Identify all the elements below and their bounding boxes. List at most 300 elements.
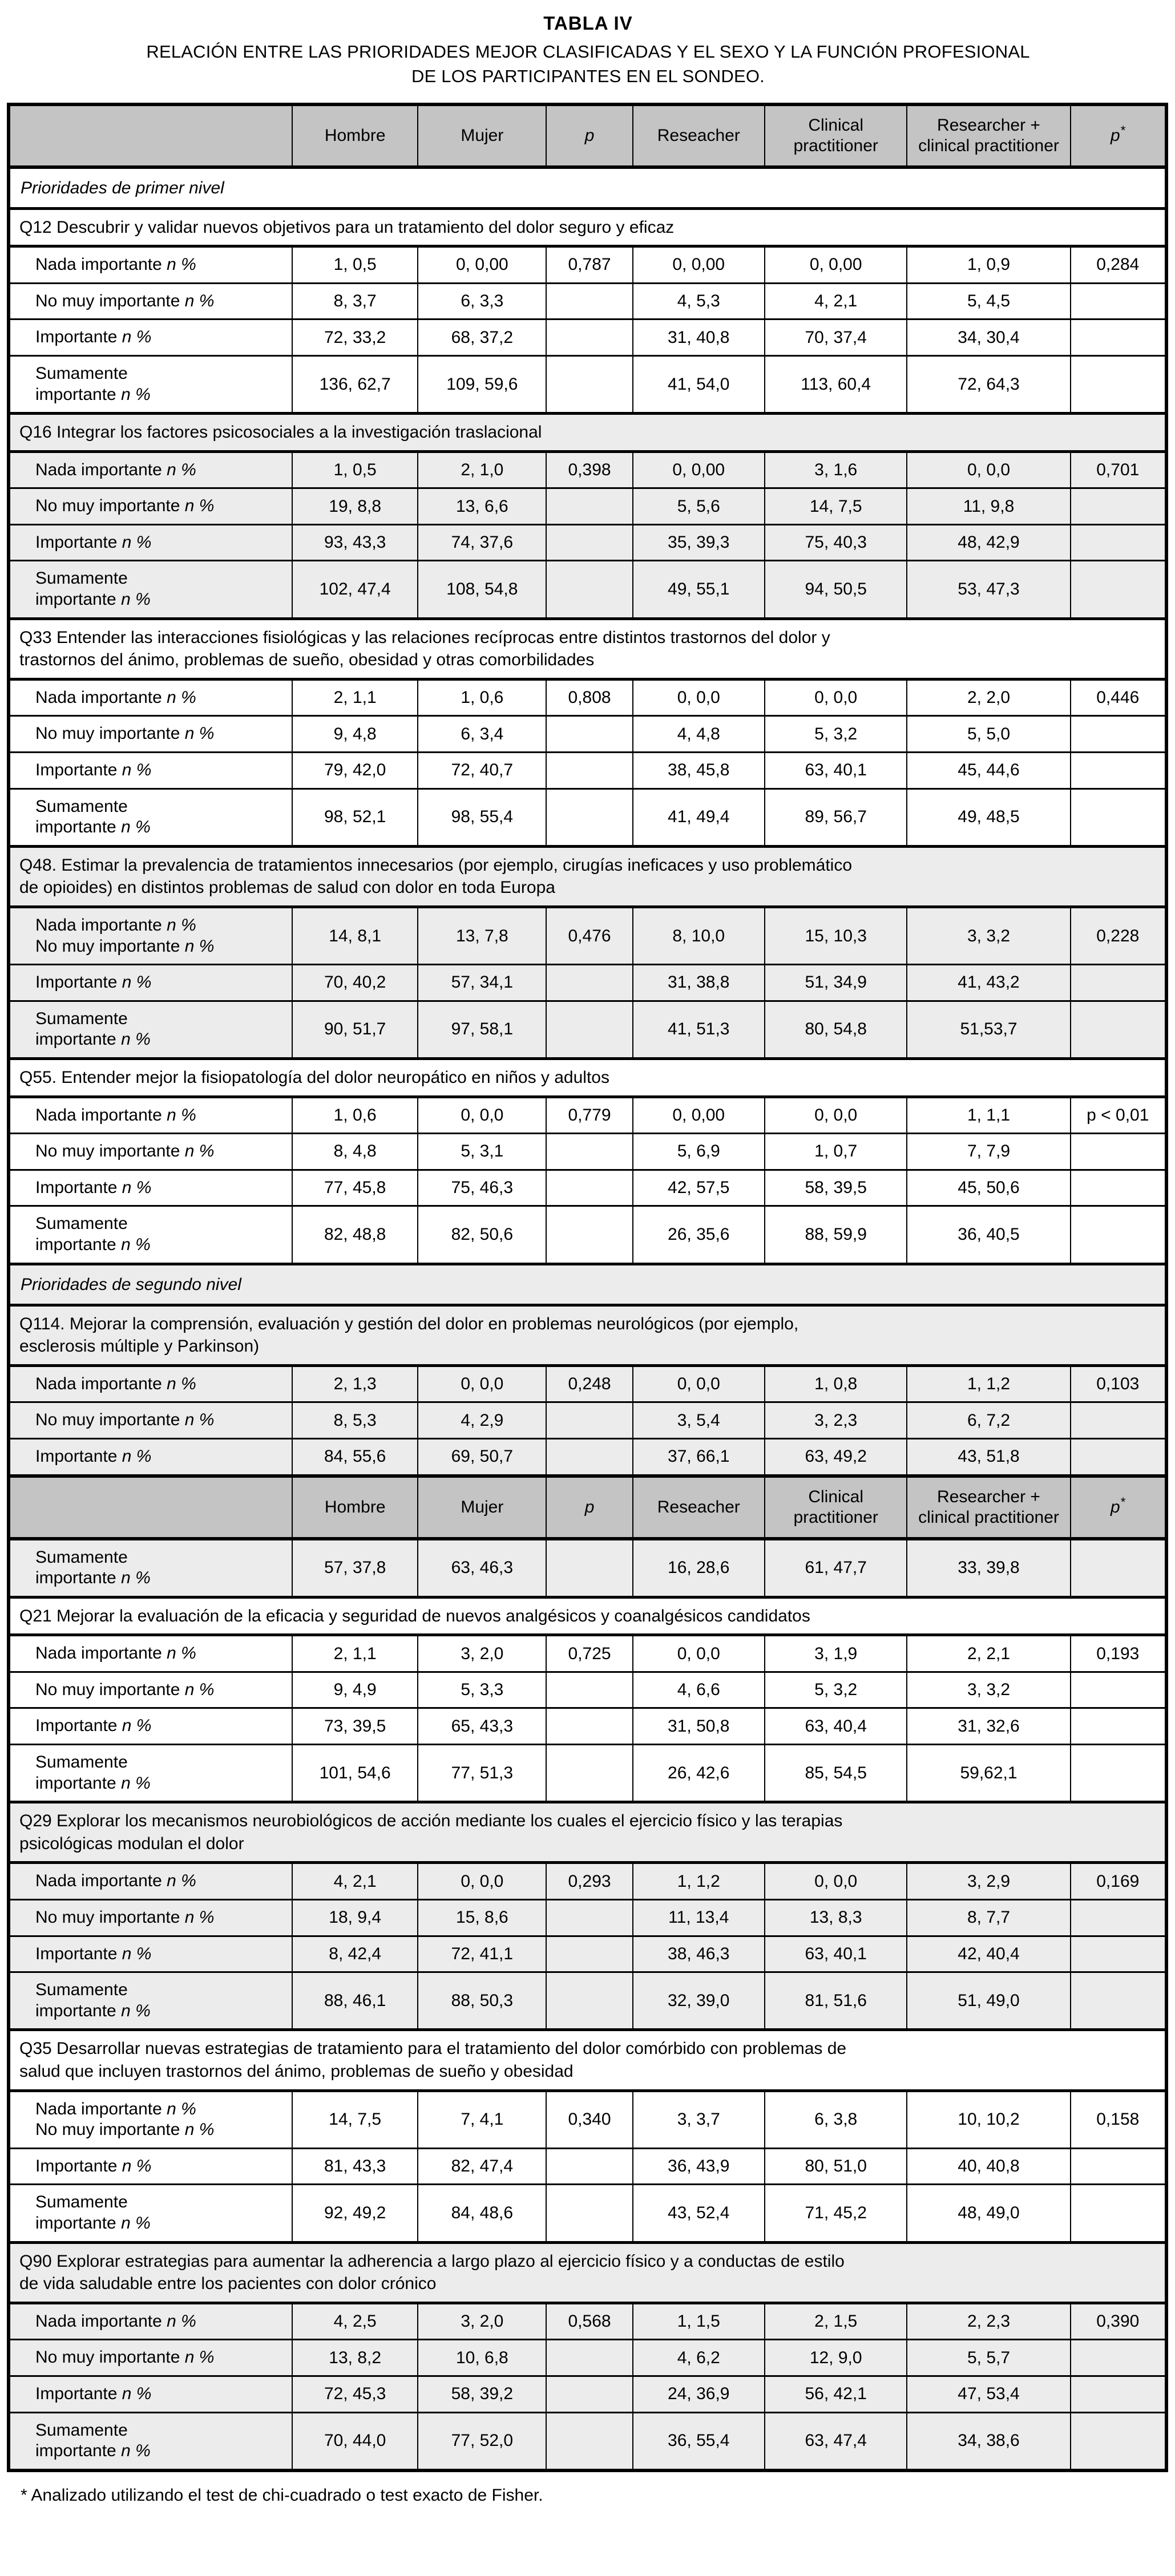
data-cell	[546, 788, 632, 846]
row-label	[9, 1206, 292, 1264]
question-line: Q55. Entender mejor la fisiopatología del dolor neuropático en niños y adultos	[19, 1067, 609, 1087]
question-line: Q90 Explorar estrategias para aumentar la adherencia a largo plazo al ejercicio físico y a conductas de estilo	[19, 2251, 845, 2271]
data-cell: 14, 7,5	[292, 2090, 418, 2148]
row-label	[9, 1635, 292, 1672]
data-cell	[1071, 283, 1166, 320]
row-label-line	[35, 723, 287, 745]
row-label-text: Importante	[35, 532, 118, 552]
data-cell: 98, 52,1	[292, 788, 418, 846]
row-label-line	[35, 2001, 287, 2022]
row-label-text: No muy importante	[35, 2348, 180, 2367]
question-text	[9, 618, 1166, 679]
row-label-line	[35, 936, 287, 957]
data-cell: 69, 50,7	[418, 1438, 546, 1475]
n-percent-marker: n %	[161, 2099, 196, 2118]
data-cell: 31, 32,6	[907, 1708, 1070, 1745]
data-cell: 4, 6,2	[633, 2340, 765, 2376]
row-label-line	[35, 589, 287, 610]
data-cell: 0, 0,0	[633, 1365, 765, 1402]
n-percent-marker: n %	[161, 1374, 196, 1393]
row-label	[9, 1672, 292, 1708]
data-cell: 41, 49,4	[633, 788, 765, 846]
footnote: * Analizado utilizando el test de chi-cuadrado o test exacto de Fisher.	[21, 2485, 543, 2505]
data-cell	[546, 716, 632, 753]
question-line: psicológicas modulan el dolor	[19, 1834, 244, 1853]
data-cell: 0,284	[1071, 246, 1166, 284]
data-cell	[546, 524, 632, 561]
question-row	[9, 2030, 1166, 2090]
data-cell: 63, 40,1	[765, 1936, 907, 1972]
table-row	[9, 1672, 1166, 1708]
n-percent-marker: n %	[161, 255, 196, 274]
column-header: Researcher + clinical practitioner	[907, 1476, 1070, 1539]
column-header: p	[546, 104, 632, 167]
data-cell: 0,779	[546, 1097, 632, 1134]
data-cell: 13, 8,2	[292, 2340, 418, 2376]
data-cell: 88, 59,9	[765, 1206, 907, 1264]
data-cell: 40, 40,8	[907, 2148, 1070, 2185]
n-percent-marker: n %	[117, 327, 152, 347]
data-cell: 8, 4,8	[292, 1134, 418, 1170]
data-cell	[546, 283, 632, 320]
data-cell: 34, 30,4	[907, 320, 1070, 356]
data-cell: 19, 8,8	[292, 488, 418, 525]
n-percent-marker: n %	[117, 532, 152, 552]
data-cell: 3, 5,4	[633, 1402, 765, 1439]
table-row	[9, 1170, 1166, 1206]
row-label-line	[35, 1871, 287, 1892]
n-percent-marker: n %	[116, 385, 151, 404]
data-cell: 4, 5,3	[633, 283, 765, 320]
data-cell: 4, 6,6	[633, 1672, 765, 1708]
row-label-text: Nada importante	[35, 1871, 162, 1891]
row-label-line	[35, 1716, 287, 1737]
table-row	[9, 451, 1166, 488]
row-label	[9, 561, 292, 618]
n-percent-marker: n %	[117, 761, 152, 780]
data-cell: 1, 1,2	[907, 1365, 1070, 1402]
data-cell: 2, 1,3	[292, 1365, 418, 1402]
data-cell: 98, 55,4	[418, 788, 546, 846]
table-row	[9, 2376, 1166, 2412]
row-label-text: Importante	[35, 1944, 118, 1963]
table-row	[9, 1097, 1166, 1134]
row-label	[9, 2340, 292, 2376]
data-cell	[1071, 1134, 1166, 1170]
data-cell: 0,293	[546, 1863, 632, 1900]
data-cell: 51,53,7	[907, 1001, 1070, 1058]
row-label-text: Nada importante	[35, 2311, 162, 2331]
table-row	[9, 1365, 1166, 1402]
data-cell: 3, 3,7	[633, 2090, 765, 2148]
row-label-text: Importante	[35, 973, 118, 992]
data-cell	[1071, 2148, 1166, 2185]
row-label-line	[35, 1907, 287, 1928]
question-text	[9, 2242, 1166, 2303]
row-label-line	[35, 460, 287, 481]
n-percent-marker: n %	[180, 496, 215, 516]
row-label	[9, 788, 292, 846]
data-cell	[1071, 788, 1166, 846]
data-cell: 73, 39,5	[292, 1708, 418, 1745]
row-label-line	[35, 254, 287, 276]
n-percent-marker: n %	[161, 1105, 196, 1125]
row-label	[9, 524, 292, 561]
row-label-text: Nada importante	[35, 688, 162, 707]
data-cell: 65, 43,3	[418, 1708, 546, 1745]
data-cell	[546, 1972, 632, 2030]
question-line: Q114. Mejorar la comprensión, evaluación y gestión del dolor en problemas neurológicos (por ejemplo,	[19, 1314, 799, 1333]
table-subtitle	[30, 40, 1146, 89]
row-label	[9, 2412, 292, 2470]
table-row	[9, 320, 1166, 356]
row-label-line	[35, 1105, 287, 1126]
data-cell	[546, 1539, 632, 1598]
n-percent-marker: n %	[180, 724, 215, 743]
question-text	[9, 846, 1166, 907]
question-row	[9, 208, 1166, 246]
table-title: TABLA IV	[543, 13, 633, 34]
row-label-line	[35, 1029, 287, 1050]
data-cell: 77, 45,8	[292, 1170, 418, 1206]
data-cell: 80, 51,0	[765, 2148, 907, 2185]
n-percent-marker: n %	[116, 1030, 151, 1049]
data-cell: 1, 0,7	[765, 1134, 907, 1170]
n-percent-marker: n %	[180, 1908, 215, 1927]
data-cell	[546, 1745, 632, 1802]
row-label	[9, 320, 292, 356]
row-label-line	[35, 2420, 287, 2441]
data-cell: 82, 48,8	[292, 1206, 418, 1264]
data-cell: 97, 58,1	[418, 1001, 546, 1058]
data-cell: 0,390	[1071, 2303, 1166, 2340]
row-label-line	[35, 1178, 287, 1199]
data-cell: 0, 0,0	[765, 1097, 907, 1134]
table-row	[9, 1635, 1166, 1672]
data-cell: 109, 59,6	[418, 355, 546, 413]
column-header: Hombre	[292, 1476, 418, 1539]
data-cell	[546, 355, 632, 413]
data-cell	[1071, 1745, 1166, 1802]
data-cell	[1071, 2340, 1166, 2376]
data-cell	[1071, 2412, 1166, 2470]
row-label-text: importante	[35, 1773, 116, 1793]
data-cell: 0, 0,0	[765, 679, 907, 716]
data-cell: 45, 44,6	[907, 753, 1070, 789]
data-cell: 4, 2,1	[292, 1863, 418, 1900]
table-row	[9, 965, 1166, 1001]
question-row	[9, 1305, 1166, 1365]
data-cell	[546, 2148, 632, 2185]
data-cell: 1, 0,6	[418, 679, 546, 716]
data-cell	[1071, 524, 1166, 561]
data-cell: 6, 7,2	[907, 1402, 1070, 1439]
data-cell	[1071, 1972, 1166, 2030]
question-line: trastornos del ánimo, problemas de sueño, obesidad y otras comorbilidades	[19, 650, 595, 670]
data-cell: 0,787	[546, 246, 632, 284]
data-cell: 0,568	[546, 2303, 632, 2340]
n-percent-marker: n %	[116, 590, 151, 609]
row-label	[9, 1972, 292, 2030]
data-cell: 81, 51,6	[765, 1972, 907, 2030]
data-cell: 0,808	[546, 679, 632, 716]
significance-star: *	[1120, 123, 1125, 138]
data-cell: 0, 0,00	[633, 1097, 765, 1134]
n-percent-marker: n %	[117, 1944, 152, 1963]
data-cell: 9, 4,9	[292, 1672, 418, 1708]
table-row	[9, 2185, 1166, 2242]
data-cell: 59,62,1	[907, 1745, 1070, 1802]
data-cell: 1, 0,8	[765, 1365, 907, 1402]
data-cell: 68, 37,2	[418, 320, 546, 356]
question-row	[9, 1597, 1166, 1635]
data-cell: 31, 50,8	[633, 1708, 765, 1745]
data-cell: 3, 1,6	[765, 451, 907, 488]
data-cell: 84, 55,6	[292, 1438, 418, 1475]
row-label-text: Importante	[35, 2384, 118, 2403]
table-row	[9, 1936, 1166, 1972]
row-label-line	[35, 972, 287, 993]
row-label-text: No muy importante	[35, 2120, 180, 2140]
data-cell: 11, 9,8	[907, 488, 1070, 525]
data-cell: 10, 6,8	[418, 2340, 546, 2376]
column-header: Mujer	[418, 1476, 546, 1539]
question-row	[9, 846, 1166, 907]
question-text	[9, 1597, 1166, 1635]
data-cell: 82, 50,6	[418, 1206, 546, 1264]
data-cell: 0, 0,0	[765, 1863, 907, 1900]
table-row	[9, 524, 1166, 561]
data-cell: 63, 49,2	[765, 1438, 907, 1475]
row-label-line	[35, 1547, 287, 1568]
data-cell	[546, 2185, 632, 2242]
table-row	[9, 2340, 1166, 2376]
row-label	[9, 1365, 292, 1402]
n-percent-marker: n %	[161, 1871, 196, 1891]
data-cell: 75, 46,3	[418, 1170, 546, 1206]
data-cell	[546, 1134, 632, 1170]
row-label-text: Sumamente	[35, 1214, 128, 1234]
column-header: Mujer	[418, 104, 546, 167]
n-percent-marker: n %	[117, 2384, 152, 2403]
row-label-line	[35, 496, 287, 517]
corner-cell	[9, 1476, 292, 1539]
significance-star: *	[1120, 1494, 1125, 1509]
row-label	[9, 2090, 292, 2148]
data-cell: 0,446	[1071, 679, 1166, 716]
data-cell: 33, 39,8	[907, 1539, 1070, 1598]
data-cell: 72, 45,3	[292, 2376, 418, 2412]
n-percent-marker: n %	[180, 1142, 215, 1161]
data-cell	[1071, 1001, 1166, 1058]
row-label-line	[35, 1944, 287, 1965]
data-cell	[546, 320, 632, 356]
question-text	[9, 1802, 1166, 1863]
row-label-line	[35, 385, 287, 406]
data-cell: 2, 2,0	[907, 679, 1070, 716]
data-cell: 2, 2,1	[907, 1635, 1070, 1672]
data-cell: 6, 3,3	[418, 283, 546, 320]
row-label-line	[35, 817, 287, 838]
data-cell	[1071, 1539, 1166, 1598]
row-label	[9, 753, 292, 789]
row-label-text: Importante	[35, 761, 118, 780]
row-label-line	[35, 532, 287, 553]
question-text	[9, 208, 1166, 246]
row-label-line	[35, 1009, 287, 1030]
data-cell: 53, 47,3	[907, 561, 1070, 618]
data-cell: 63, 40,1	[765, 753, 907, 789]
table-row	[9, 2412, 1166, 2470]
row-label-line	[35, 1235, 287, 1256]
data-cell: 136, 62,7	[292, 355, 418, 413]
data-cell	[1071, 2376, 1166, 2412]
data-cell: 43, 52,4	[633, 2185, 765, 2242]
row-label-text: No muy importante	[35, 1680, 180, 1699]
row-label	[9, 1863, 292, 1900]
data-cell: 26, 35,6	[633, 1206, 765, 1264]
data-cell: 3, 2,0	[418, 1635, 546, 1672]
row-label-line	[35, 2120, 287, 2141]
row-label	[9, 1900, 292, 1936]
data-cell	[1071, 1206, 1166, 1264]
data-cell: 42, 40,4	[907, 1936, 1070, 1972]
data-cell: 41, 54,0	[633, 355, 765, 413]
group-row	[9, 1264, 1166, 1305]
data-cell: 58, 39,2	[418, 2376, 546, 2412]
table-row	[9, 355, 1166, 413]
data-cell: 4, 4,8	[633, 716, 765, 753]
data-cell: 70, 44,0	[292, 2412, 418, 2470]
row-label-text: No muy importante	[35, 1142, 180, 1161]
column-header: Hombre	[292, 104, 418, 167]
data-cell: 13, 8,3	[765, 1900, 907, 1936]
data-cell: 9, 4,8	[292, 716, 418, 753]
question-line: Q33 Entender las interacciones fisiológicas y las relaciones recíprocas entre distintos trastornos del dolor y	[19, 628, 830, 647]
table-row	[9, 1001, 1166, 1058]
data-cell: 3, 2,3	[765, 1402, 907, 1439]
data-cell: 0,701	[1071, 451, 1166, 488]
data-cell: 0,340	[546, 2090, 632, 2148]
data-cell: 5, 4,5	[907, 283, 1070, 320]
question-line: de vida saludable entre los pacientes con dolor crónico	[19, 2274, 437, 2294]
data-cell: 0,398	[546, 451, 632, 488]
data-cell: 48, 42,9	[907, 524, 1070, 561]
data-cell: 36, 43,9	[633, 2148, 765, 2185]
data-cell: 16, 28,6	[633, 1539, 765, 1598]
row-label-line	[35, 2311, 287, 2332]
data-cell	[1071, 561, 1166, 618]
data-cell: 13, 7,8	[418, 907, 546, 965]
n-percent-marker: n %	[116, 2213, 151, 2233]
data-cell	[1071, 1170, 1166, 1206]
data-cell	[546, 2376, 632, 2412]
data-cell: p < 0,01	[1071, 1097, 1166, 1134]
table-row	[9, 283, 1166, 320]
data-cell: 70, 40,2	[292, 965, 418, 1001]
question-line: salud que incluyen trastornos del ánimo, problemas de sueño y obesidad	[19, 2062, 574, 2081]
data-cell	[546, 1170, 632, 1206]
row-label-line	[35, 760, 287, 781]
question-row	[9, 1058, 1166, 1097]
table-row	[9, 488, 1166, 525]
row-label	[9, 1097, 292, 1134]
n-percent-marker: n %	[116, 2001, 151, 2020]
data-cell: 81, 43,3	[292, 2148, 418, 2185]
data-cell: 61, 47,7	[765, 1539, 907, 1598]
n-percent-marker: n %	[180, 1410, 215, 1430]
data-cell	[1071, 1672, 1166, 1708]
data-cell: 1, 0,6	[292, 1097, 418, 1134]
data-cell	[1071, 1438, 1166, 1475]
row-label-text: No muy importante	[35, 1908, 180, 1927]
data-cell: 5, 3,2	[765, 716, 907, 753]
question-text	[9, 414, 1166, 452]
row-label-text: Nada importante	[35, 460, 162, 479]
row-label	[9, 1438, 292, 1475]
row-label-line	[35, 1568, 287, 1589]
row-label-line	[35, 1980, 287, 2001]
row-label	[9, 355, 292, 413]
row-label-text: No muy importante	[35, 1410, 180, 1430]
question-row	[9, 618, 1166, 679]
row-label-text: Sumamente	[35, 796, 128, 816]
data-cell	[546, 753, 632, 789]
row-label-line	[35, 1374, 287, 1395]
data-cell: 4, 2,1	[765, 283, 907, 320]
data-cell: 12, 9,0	[765, 2340, 907, 2376]
question-text	[9, 1305, 1166, 1365]
data-cell	[1071, 320, 1166, 356]
data-cell: 15, 8,6	[418, 1900, 546, 1936]
table-row	[9, 1438, 1166, 1475]
n-percent-marker: n %	[180, 2348, 215, 2367]
n-percent-marker: n %	[161, 2311, 196, 2331]
question-row	[9, 414, 1166, 452]
row-label-text: Importante	[35, 2156, 118, 2175]
row-label-line	[35, 688, 287, 709]
data-cell	[546, 2340, 632, 2376]
data-cell: 41, 43,2	[907, 965, 1070, 1001]
table-row	[9, 1134, 1166, 1170]
data-cell	[1071, 355, 1166, 413]
data-cell: 2, 1,1	[292, 1635, 418, 1672]
data-cell: 88, 46,1	[292, 1972, 418, 2030]
n-percent-marker: n %	[180, 1680, 215, 1699]
n-percent-marker: n %	[116, 1773, 151, 1793]
data-cell: 8, 7,7	[907, 1900, 1070, 1936]
table-row	[9, 1402, 1166, 1439]
data-cell: 72, 64,3	[907, 355, 1070, 413]
row-label	[9, 1001, 292, 1058]
row-label	[9, 2185, 292, 2242]
data-cell: 0,169	[1071, 1863, 1166, 1900]
row-label	[9, 451, 292, 488]
row-label-line	[35, 915, 287, 936]
row-label-text: No muy importante	[35, 724, 180, 743]
table-row	[9, 1900, 1166, 1936]
table-row	[9, 1863, 1166, 1900]
question-line: Q35 Desarrollar nuevas estrategias de tratamiento para el tratamiento del dolor comórbido con problemas de	[19, 2039, 847, 2059]
n-percent-marker: n %	[180, 936, 215, 956]
n-percent-marker: n %	[161, 1644, 196, 1663]
data-cell: 2, 2,3	[907, 2303, 1070, 2340]
data-cell: 31, 38,8	[633, 965, 765, 1001]
row-label-text: Sumamente	[35, 363, 128, 383]
data-cell: 102, 47,4	[292, 561, 418, 618]
data-cell: 49, 48,5	[907, 788, 1070, 846]
n-percent-marker: n %	[117, 973, 152, 992]
